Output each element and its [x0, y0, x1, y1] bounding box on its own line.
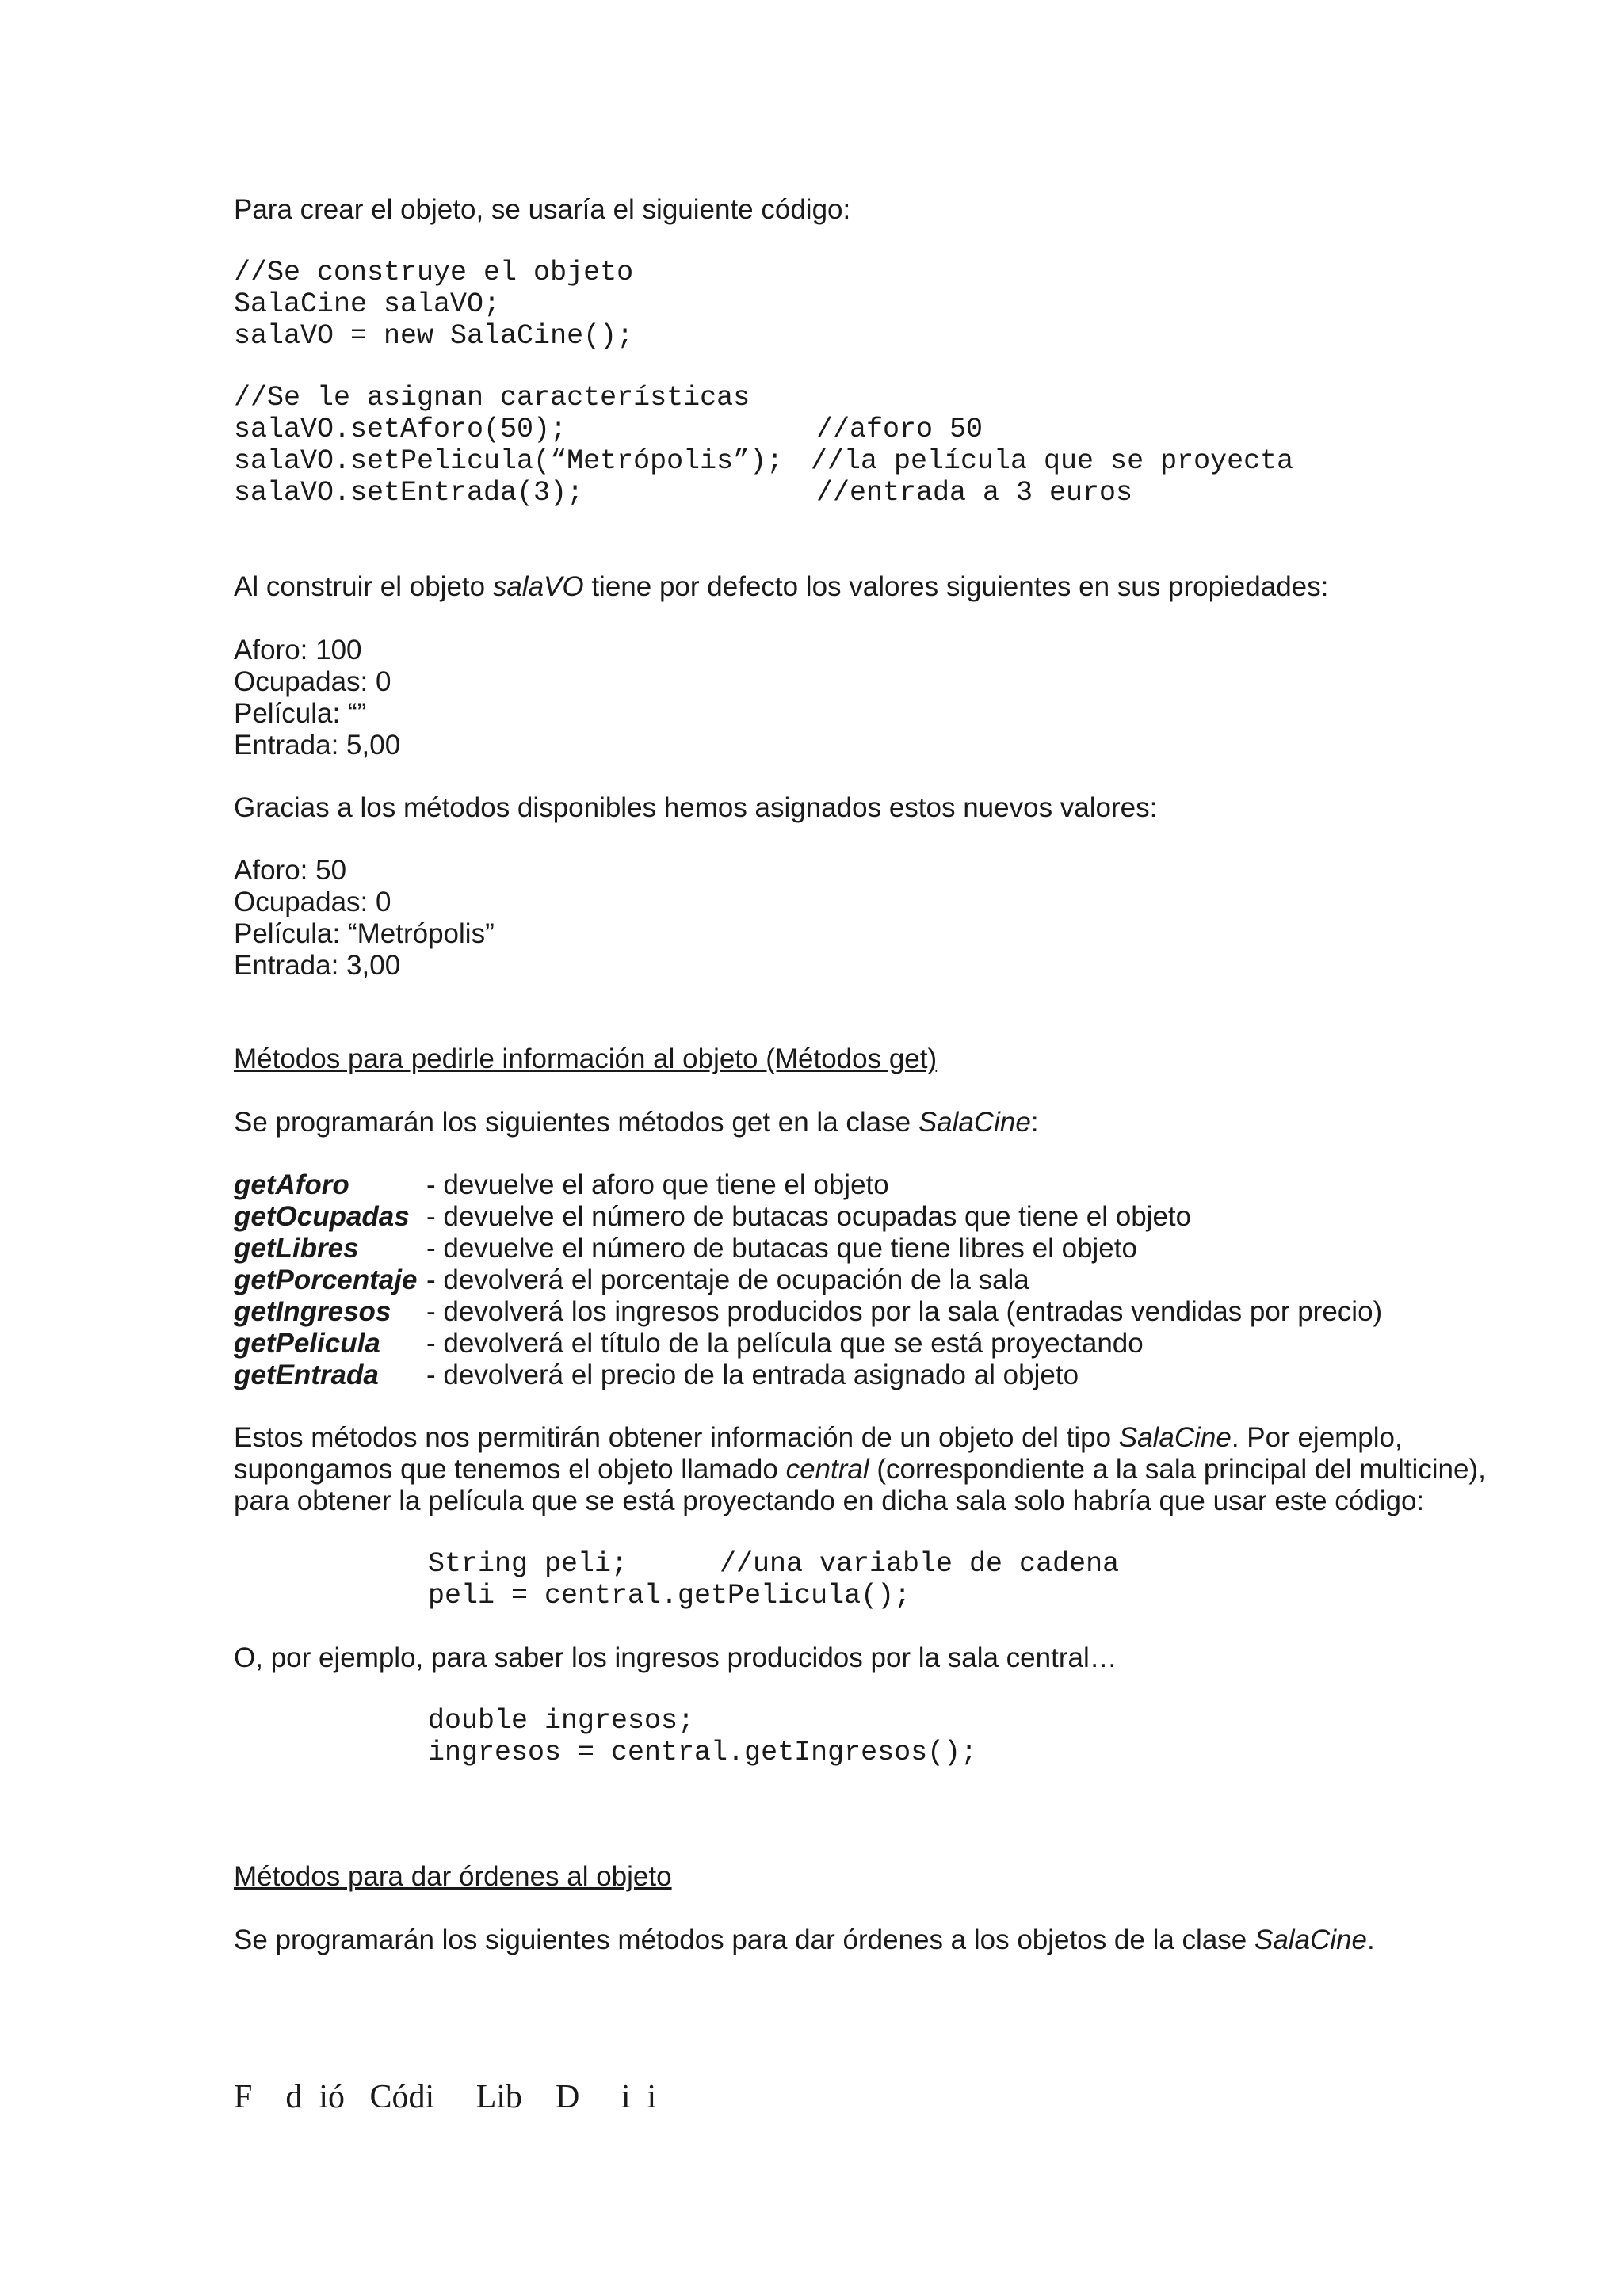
defaults-intro: Al construir el objeto salaVO tiene por defecto los valores siguientes en sus propiedades:	[234, 571, 1329, 602]
object-name: salaVO	[492, 571, 584, 602]
code-line: String peli;	[428, 1548, 628, 1580]
method-desc: - devolverá el título de la película que se está proyectando	[426, 1328, 1144, 1359]
method-name: getIngresos	[234, 1296, 391, 1327]
default-value: Entrada: 5,00	[234, 730, 401, 761]
code-line: double ingresos;	[428, 1705, 695, 1737]
code-comment: //aforo 50	[816, 414, 983, 445]
new-value: Película: “Metrópolis”	[234, 918, 495, 949]
new-values-intro: Gracias a los métodos disponibles hemos asignados estos nuevos valores:	[234, 792, 1158, 823]
code-call: salaVO.setAforo(50);	[234, 414, 567, 445]
code-line: SalaCine salaVO;	[234, 288, 501, 320]
intro-text: Para crear el objeto, se usaría el siguiente código:	[234, 194, 851, 225]
new-value: Aforo: 50	[234, 855, 347, 886]
get-methods-heading: Métodos para pedirle información al objeto (Métodos get)	[234, 1043, 938, 1074]
method-name: getEntrada	[234, 1360, 379, 1390]
code-line: peli = central.getPelicula();	[428, 1580, 911, 1611]
method-name: getPelicula	[234, 1328, 380, 1359]
explain-line: supongamos que tenemos el objeto llamado central (correspondiente a la sala principal del multicine),	[234, 1454, 1486, 1485]
class-name: SalaCine	[918, 1107, 1031, 1138]
new-value: Entrada: 3,00	[234, 950, 401, 981]
default-value: Ocupadas: 0	[234, 666, 391, 697]
example-text: O, por ejemplo, para saber los ingresos producidos por la sala central…	[234, 1642, 1117, 1673]
explain-line: para obtener la película que se está proyectando en dicha sala solo habría que usar este código:	[234, 1486, 1425, 1516]
method-desc: - devuelve el número de butacas que tiene libres el objeto	[426, 1233, 1137, 1264]
code-comment: //la película que se proyecta	[811, 445, 1294, 477]
method-desc: - devolverá el porcentaje de ocupación de la sala	[426, 1264, 1029, 1295]
orders-intro: Se programarán los siguientes métodos para dar órdenes a los objetos de la clase SalaCine.	[234, 1924, 1375, 1955]
class-name: SalaCine	[1118, 1422, 1232, 1453]
get-intro: Se programarán los siguientes métodos get en la clase SalaCine:	[234, 1107, 1039, 1138]
default-value: Aforo: 100	[234, 635, 362, 666]
code-line: ingresos = central.getIngresos();	[428, 1737, 978, 1768]
method-name: getPorcentaje	[234, 1264, 418, 1295]
code-line: salaVO = new SalaCine();	[234, 320, 634, 352]
page-footer: F d ió Códi Lib D i i	[234, 2079, 657, 2115]
method-desc: - devuelve el aforo que tiene el objeto	[426, 1169, 889, 1200]
code-comment: //una variable de cadena	[720, 1548, 1120, 1580]
new-value: Ocupadas: 0	[234, 887, 391, 917]
code-call: salaVO.setEntrada(3);	[234, 477, 584, 509]
method-name: getAforo	[234, 1169, 349, 1200]
code-comment: //entrada a 3 euros	[816, 477, 1133, 509]
explain-line: Estos métodos nos permitirán obtener información de un objeto del tipo SalaCine. Por ejemplo,	[234, 1422, 1403, 1453]
orders-heading: Métodos para dar órdenes al objeto	[234, 1861, 672, 1892]
code-comment: //Se le asignan características	[234, 382, 750, 414]
class-name: SalaCine	[1254, 1924, 1368, 1955]
method-desc: - devolverá los ingresos producidos por la sala (entradas vendidas por precio)	[426, 1296, 1383, 1327]
method-desc: - devuelve el número de butacas ocupadas que tiene el objeto	[426, 1201, 1192, 1232]
object-name: central	[785, 1454, 869, 1485]
code-call: salaVO.setPelicula(“Metrópolis”);	[234, 445, 784, 477]
method-name: getLibres	[234, 1233, 359, 1264]
default-value: Película: “”	[234, 698, 367, 729]
method-desc: - devolverá el precio de la entrada asignado al objeto	[426, 1360, 1079, 1390]
method-name: getOcupadas	[234, 1201, 410, 1232]
code-line: //Se construye el objeto	[234, 257, 634, 288]
